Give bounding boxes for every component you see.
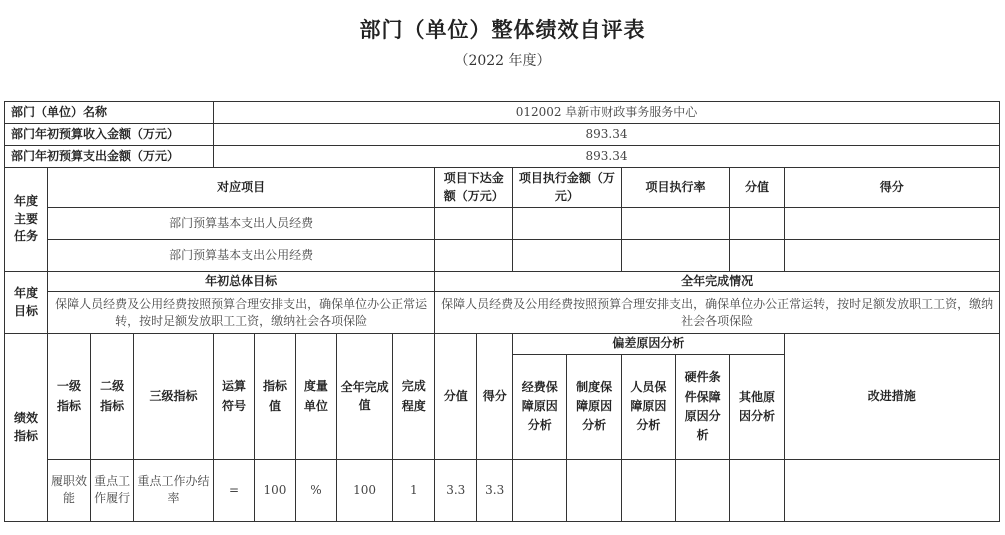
- ind-header-level1: 一级指标: [48, 334, 91, 459]
- info-row-name: [5, 102, 1000, 124]
- ind-header-weight: 分值: [435, 334, 477, 459]
- report-title: 部门（单位）整体绩效自评表: [359, 17, 646, 42]
- task-weight: [730, 240, 784, 272]
- task-rate: [621, 240, 730, 272]
- ind-reason-funds: [513, 459, 567, 521]
- goals-completion-text: 保障人员经费及公用经费按照预算合理安排支出，确保单位办公正常运转，按时足额发放职工工资，缴纳社会各项保险: [435, 292, 1000, 334]
- indicators-section-label: 绩效指标: [5, 334, 48, 521]
- tasks-header-project: 对应项目: [48, 168, 435, 208]
- income-label: 部门年初预算收入金额（万元）: [5, 124, 214, 146]
- ind-header-deviation: 偏差原因分析: [513, 334, 784, 354]
- ind-level3: 重点工作办结率: [134, 459, 214, 521]
- ind-unit: %: [295, 459, 336, 521]
- name-value: 012002 阜新市财政事务服务中心: [214, 102, 1000, 124]
- expense-label: 部门年初预算支出金额（万元）: [5, 146, 214, 168]
- tasks-header-row: [5, 168, 1000, 208]
- ind-actual: 100: [336, 459, 392, 521]
- indicator-row: [5, 459, 1000, 521]
- name-label: 部门（单位）名称: [5, 102, 214, 124]
- ind-header-completion: 完成程度: [393, 334, 435, 459]
- task-rate: [621, 208, 730, 240]
- ind-score: 3.3: [477, 459, 513, 521]
- ind-header-reason-hardware: 硬件条件保障原因分析: [676, 354, 730, 459]
- ind-header-level3: 三级指标: [134, 334, 214, 459]
- ind-reason-hardware: [676, 459, 730, 521]
- expense-value: 893.34: [214, 146, 1000, 168]
- self-evaluation-table: [4, 101, 1000, 522]
- indicators-header-row-1: [5, 334, 1000, 354]
- ind-header-level2: 二级指标: [91, 334, 134, 459]
- task-row: [5, 240, 1000, 272]
- ind-header-reason-other: 其他原因分析: [730, 354, 784, 459]
- goals-header-row: [5, 272, 1000, 292]
- ind-improve: [784, 459, 999, 521]
- task-score: [784, 208, 999, 240]
- goals-section-label: 年度目标: [5, 272, 48, 334]
- ind-reason-staff: [621, 459, 675, 521]
- info-row-income: [5, 124, 1000, 146]
- ind-header-target: 指标值: [254, 334, 295, 459]
- task-executed: [513, 208, 622, 240]
- goals-completion-header: 全年完成情况: [435, 272, 1000, 292]
- ind-reason-other: [730, 459, 784, 521]
- ind-header-operator: 运算符号: [214, 334, 255, 459]
- tasks-header-rate: 项目执行率: [621, 168, 730, 208]
- task-score: [784, 240, 999, 272]
- ind-header-score: 得分: [477, 334, 513, 459]
- income-value: 893.34: [214, 124, 1000, 146]
- ind-header-unit: 度量单位: [295, 334, 336, 459]
- report-year: （2022 年度）: [454, 53, 551, 69]
- ind-level1: 履职效能: [48, 459, 91, 521]
- task-project: 部门预算基本支出公用经费: [48, 240, 435, 272]
- info-row-expense: [5, 146, 1000, 168]
- ind-completion: 1: [393, 459, 435, 521]
- ind-target: 100: [254, 459, 295, 521]
- task-executed: [513, 240, 622, 272]
- tasks-header-score: 得分: [784, 168, 999, 208]
- ind-header-reason-staff: 人员保障原因分析: [621, 354, 675, 459]
- tasks-section-label: 年度主要任务: [5, 168, 48, 272]
- tasks-header-allocated: 项目下达金额（万元）: [435, 168, 513, 208]
- task-weight: [730, 208, 784, 240]
- task-allocated: [435, 208, 513, 240]
- ind-level2: 重点工作履行: [91, 459, 134, 521]
- ind-operator: =: [214, 459, 255, 521]
- ind-header-reason-funds: 经费保障原因分析: [513, 354, 567, 459]
- goals-overall-text: 保障人员经费及公用经费按照预算合理安排支出，确保单位办公正常运转，按时足额发放职工工资，缴纳社会各项保险: [48, 292, 435, 334]
- ind-weight: 3.3: [435, 459, 477, 521]
- ind-reason-system: [567, 459, 621, 521]
- task-project: 部门预算基本支出人员经费: [48, 208, 435, 240]
- ind-header-actual: 全年完成值: [336, 334, 392, 459]
- ind-header-improve: 改进措施: [784, 334, 999, 459]
- tasks-header-weight: 分值: [730, 168, 784, 208]
- task-allocated: [435, 240, 513, 272]
- goals-overall-header: 年初总体目标: [48, 272, 435, 292]
- ind-header-reason-system: 制度保障原因分析: [567, 354, 621, 459]
- tasks-header-executed: 项目执行金额（万元）: [513, 168, 622, 208]
- task-row: [5, 208, 1000, 240]
- goals-text-row: [5, 292, 1000, 334]
